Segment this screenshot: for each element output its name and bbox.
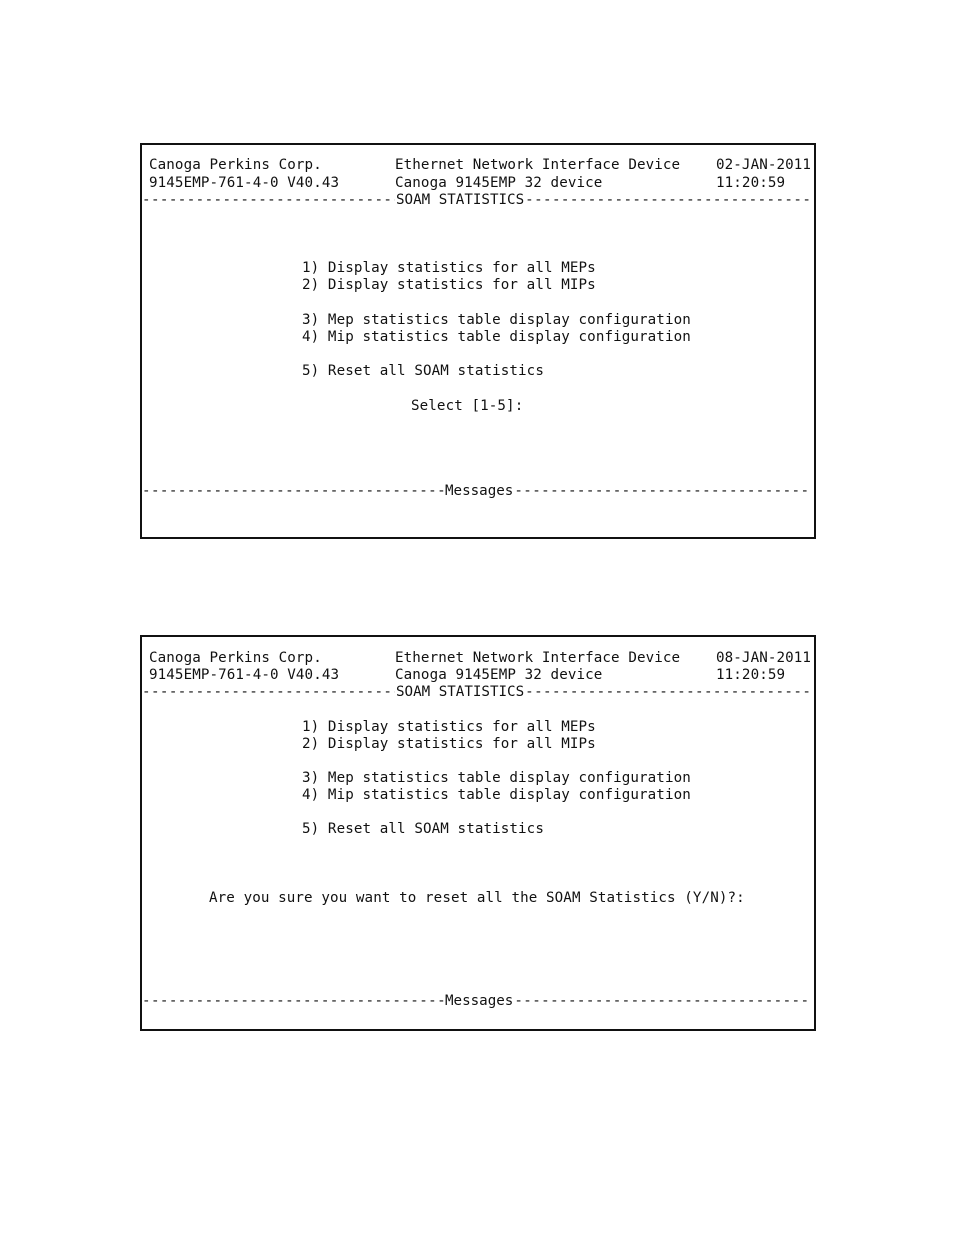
model-version: 9145EMP-761-4-0 V40.43: [149, 175, 340, 191]
company-name: Canoga Perkins Corp.: [149, 157, 322, 173]
terminal-screen-1[interactable]: [140, 143, 816, 539]
menu-item-2[interactable]: 2) Display statistics for all MIPs: [302, 736, 596, 752]
select-prompt[interactable]: Select [1-5]:: [411, 398, 524, 414]
messages-divider: [142, 993, 810, 1010]
messages-label: Messages: [445, 483, 514, 499]
section-title: SOAM STATISTICS: [396, 684, 525, 700]
terminal-screen-2[interactable]: [140, 635, 816, 1031]
section-title: SOAM STATISTICS: [396, 192, 525, 208]
menu-item-2[interactable]: 2) Display statistics for all MIPs: [302, 277, 596, 293]
device-name: Canoga 9145EMP 32 device: [395, 667, 603, 683]
section-divider: [142, 684, 810, 701]
time-display: 11:20:59: [716, 667, 786, 683]
reset-confirm-prompt[interactable]: Are you sure you want to reset all the SOAM Statistics (Y/N)?:: [209, 890, 745, 906]
menu-item-4[interactable]: 4) Mip statistics table display configuration: [302, 787, 691, 803]
menu-item-1[interactable]: 1) Display statistics for all MEPs: [302, 719, 596, 735]
menu-item-3[interactable]: 3) Mep statistics table display configuration: [302, 770, 691, 786]
date-display: 02-JAN-2011: [716, 157, 812, 173]
menu-item-4[interactable]: 4) Mip statistics table display configuration: [302, 329, 691, 345]
model-version: 9145EMP-761-4-0 V40.43: [149, 667, 340, 683]
device-name: Canoga 9145EMP 32 device: [395, 175, 603, 191]
messages-label: Messages: [445, 993, 514, 1009]
time-display: 11:20:59: [716, 175, 786, 191]
company-name: Canoga Perkins Corp.: [149, 650, 322, 666]
device-title: Ethernet Network Interface Device: [395, 650, 681, 666]
menu-item-5[interactable]: 5) Reset all SOAM statistics: [302, 821, 544, 837]
menu-item-1[interactable]: 1) Display statistics for all MEPs: [302, 260, 596, 276]
date-display: 08-JAN-2011: [716, 650, 812, 666]
menu-item-3[interactable]: 3) Mep statistics table display configuration: [302, 312, 691, 328]
messages-divider: [142, 483, 810, 500]
menu-item-5[interactable]: 5) Reset all SOAM statistics: [302, 363, 544, 379]
device-title: Ethernet Network Interface Device: [395, 157, 681, 173]
section-divider: [142, 192, 810, 209]
